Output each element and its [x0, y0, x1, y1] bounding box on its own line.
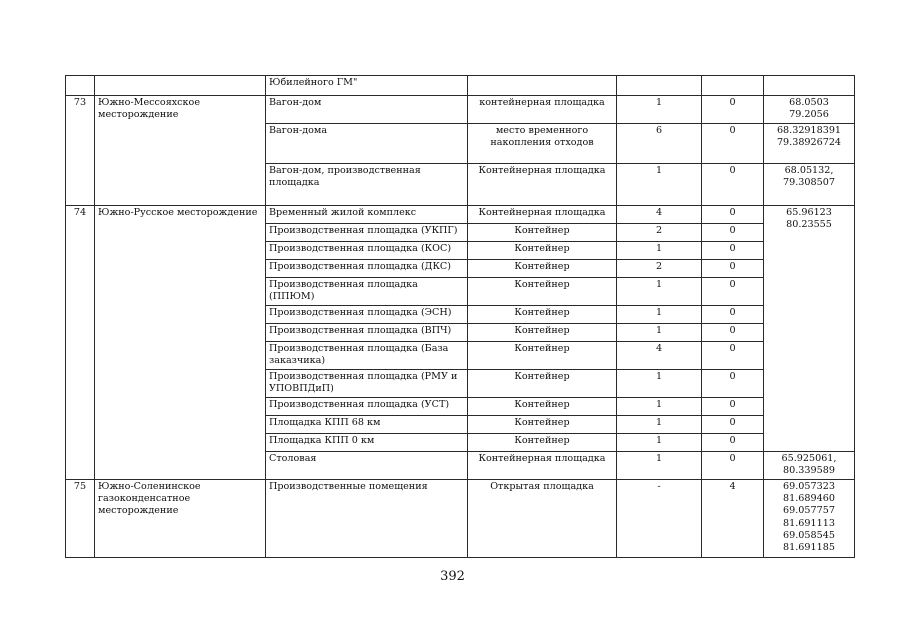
- cell-site: Контейнер: [468, 306, 617, 324]
- table-row: [66, 96, 855, 124]
- cell-coords: [764, 124, 855, 164]
- cell-site: Контейнер: [468, 224, 617, 242]
- cell-coords: [764, 96, 855, 124]
- cell-val: 0: [702, 164, 764, 206]
- cell-val: 0: [702, 306, 764, 324]
- cell-qty: 4: [617, 342, 702, 370]
- coord-value: 81.689460: [783, 493, 835, 505]
- cell-facility: Производственная площадка (КОС): [266, 242, 468, 260]
- cell-coords: [764, 480, 855, 558]
- cell-facility: Вагон-дом: [266, 96, 468, 124]
- cell-num: [66, 76, 95, 96]
- coord-value: 68.32918391: [776, 125, 842, 136]
- cell-facility: Производственная площадка (ППЮМ): [266, 278, 468, 306]
- cell-val: 0: [702, 342, 764, 370]
- cell-facility: Производственная площадка (ЭСН): [266, 306, 468, 324]
- coord-value: 65.96123: [786, 207, 832, 218]
- coord-value: 79.308507: [783, 177, 835, 189]
- cell-qty: 2: [617, 224, 702, 242]
- cell-site: Контейнер: [468, 242, 617, 260]
- page-number: 392: [440, 569, 465, 584]
- coord-value: 80.23555: [786, 219, 832, 231]
- cell-qty: -: [617, 480, 702, 558]
- cell-qty: 1: [617, 434, 702, 452]
- cell-val: 4: [702, 480, 764, 558]
- cell-qty: 1: [617, 306, 702, 324]
- cell-qty: 1: [617, 96, 702, 124]
- cell-val: 0: [702, 206, 764, 224]
- deposit-name: Южно-Мессояхское месторождение: [95, 96, 266, 206]
- cell-deposit: [95, 76, 266, 96]
- cell-facility: Производственные помещения: [266, 480, 468, 558]
- cell-qty: 1: [617, 278, 702, 306]
- cell-qty: 1: [617, 416, 702, 434]
- cell-facility: Производственная площадка (РМУ и УПОВПДиП): [266, 370, 468, 398]
- cell-val: 0: [702, 96, 764, 124]
- cell-coords: [764, 452, 855, 480]
- cell-site: Контейнер: [468, 416, 617, 434]
- cell-site: Контейнер: [468, 434, 617, 452]
- cell-site: Контейнер: [468, 324, 617, 342]
- cell-site: Контейнерная площадка: [468, 164, 617, 206]
- cell-site: Контейнер: [468, 260, 617, 278]
- coord-value: 68.0503: [789, 97, 829, 108]
- coord-value: 79.38926724: [776, 137, 842, 149]
- cell-val: 0: [702, 452, 764, 480]
- row-number: 73: [66, 96, 95, 206]
- cell-facility: Вагон-дом, производственная площадка: [266, 164, 468, 206]
- deposit-name: Южно-Русское месторождение: [95, 206, 266, 480]
- cell-site: Открытая площадка: [468, 480, 617, 558]
- cell-qty: 1: [617, 370, 702, 398]
- cell-val: 0: [702, 242, 764, 260]
- coord-value: 69.057323: [783, 481, 835, 492]
- cell-val: 0: [702, 398, 764, 416]
- cell-facility: Производственная площадка (УСТ): [266, 398, 468, 416]
- coord-value: 68.05132,: [784, 165, 834, 176]
- cell-site: Контейнер: [468, 398, 617, 416]
- cell-qty: [617, 76, 702, 96]
- cell-val: 0: [702, 224, 764, 242]
- cell-qty: 1: [617, 242, 702, 260]
- cell-site: Контейнерная площадка: [468, 452, 617, 480]
- cell-facility: Производственная площадка (УКПГ): [266, 224, 468, 242]
- cell-coords: [764, 164, 855, 206]
- deposit-name: Южно-Соленинское газоконденсатное месторождение: [95, 480, 266, 558]
- cell-site: Контейнерная площадка: [468, 206, 617, 224]
- cell-val: 0: [702, 324, 764, 342]
- table-row: [66, 76, 855, 96]
- cell-qty: 2: [617, 260, 702, 278]
- cell-coords: [764, 206, 855, 452]
- cell-facility: Производственная площадка (ДКС): [266, 260, 468, 278]
- cell-site: Контейнер: [468, 278, 617, 306]
- cell-facility: Производственная площадка (База заказчика): [266, 342, 468, 370]
- cell-site: Контейнер: [468, 370, 617, 398]
- cell-facility: Вагон-дома: [266, 124, 468, 164]
- coord-value: 69.057757: [783, 505, 835, 517]
- cell-val: 0: [702, 278, 764, 306]
- cell-site: место временного накопления отходов: [468, 124, 617, 164]
- cell-site: [468, 76, 617, 96]
- cell-qty: 1: [617, 398, 702, 416]
- cell-val: 0: [702, 124, 764, 164]
- coord-value: 81.691185: [783, 542, 835, 554]
- coord-value: 69.058545: [783, 529, 835, 541]
- cell-qty: 1: [617, 164, 702, 206]
- cell-facility: Площадка КПП 68 км: [266, 416, 468, 434]
- cell-coords: [764, 76, 855, 96]
- cell-qty: 1: [617, 324, 702, 342]
- cell-val: 0: [702, 260, 764, 278]
- coord-value: 81.691113: [783, 517, 835, 529]
- cell-val: [702, 76, 764, 96]
- cell-site: Контейнер: [468, 342, 617, 370]
- cell-facility: Временный жилой комплекс: [266, 206, 468, 224]
- cell-facility: Юбилейного ГМ": [266, 76, 468, 96]
- table-row: [66, 480, 855, 558]
- waste-sites-table: [65, 75, 855, 558]
- cell-val: 0: [702, 434, 764, 452]
- cell-qty: 4: [617, 206, 702, 224]
- cell-val: 0: [702, 416, 764, 434]
- coord-value: 79.2056: [789, 109, 829, 121]
- cell-val: 0: [702, 370, 764, 398]
- row-number: 74: [66, 206, 95, 480]
- cell-facility: Площадка КПП 0 км: [266, 434, 468, 452]
- cell-facility: Столовая: [266, 452, 468, 480]
- cell-site: контейнерная площадка: [468, 96, 617, 124]
- cell-facility: Производственная площадка (ВПЧ): [266, 324, 468, 342]
- coord-value: 65.925061,: [781, 453, 837, 464]
- cell-qty: 6: [617, 124, 702, 164]
- row-number: 75: [66, 480, 95, 558]
- table-row: [66, 206, 855, 224]
- cell-qty: 1: [617, 452, 702, 480]
- coord-value: 80.339589: [783, 465, 835, 477]
